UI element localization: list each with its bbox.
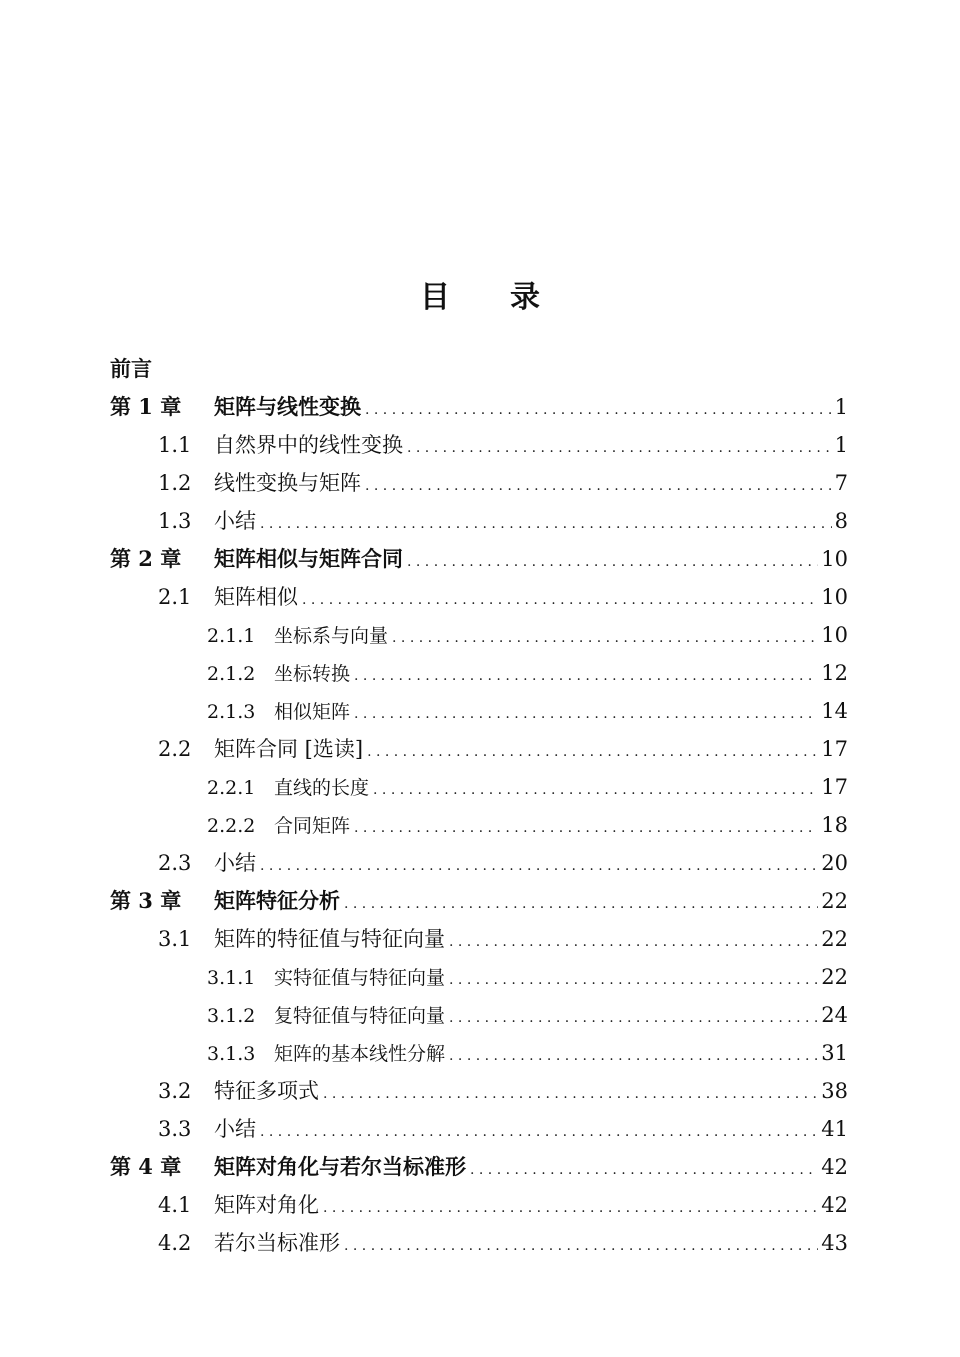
dot-leader — [344, 1227, 818, 1265]
toc-entry[interactable] — [110, 578, 848, 616]
toc-entry-title: 坐标系与向量 — [274, 625, 389, 647]
toc-entry-page: 18 — [821, 813, 848, 837]
toc-entry-title: 坐标转换 — [274, 663, 351, 685]
toc-entry-number: 3.1 — [158, 927, 192, 951]
toc-entry-title: 直线的长度 — [274, 777, 370, 799]
toc-entry[interactable] — [110, 806, 848, 844]
toc-entry-number: 2.1.1 — [207, 625, 256, 647]
toc-entry-page: 20 — [821, 851, 848, 875]
page-title: 目录 — [420, 280, 600, 315]
dot-leader — [354, 695, 818, 733]
toc-entry-page: 8 — [834, 509, 848, 533]
toc-entry-number: 3.3 — [158, 1117, 192, 1141]
dot-leader — [373, 771, 818, 809]
toc-entry-number: 2.2.2 — [207, 815, 256, 837]
toc-entry-title: 小结 — [214, 509, 256, 533]
dot-leader — [365, 391, 832, 429]
dot-leader — [260, 847, 818, 885]
toc-entry[interactable] — [110, 426, 848, 464]
toc-entry-title: 矩阵相似与矩阵合同 — [214, 546, 403, 571]
toc-entry-page: 1 — [834, 433, 848, 457]
toc-entry-number: 4.1 — [158, 1193, 192, 1217]
toc-entry-page: 7 — [834, 471, 848, 495]
toc-entry-title: 矩阵合同 [选读] — [214, 737, 364, 761]
toc-entry[interactable] — [110, 388, 848, 426]
toc-entry-number: 1.3 — [158, 509, 192, 533]
toc-entry-title: 矩阵的基本线性分解 — [274, 1043, 446, 1065]
dot-leader — [449, 999, 818, 1037]
dot-leader — [407, 429, 832, 467]
dot-leader — [260, 1113, 818, 1151]
toc-entry-title: 相似矩阵 — [274, 701, 351, 723]
toc-entry-page: 17 — [821, 737, 848, 761]
toc-entry-page: 41 — [821, 1117, 848, 1141]
toc-entry[interactable] — [110, 616, 848, 654]
toc-entry[interactable] — [110, 844, 848, 882]
toc-entry[interactable] — [110, 768, 848, 806]
toc-entry-page: 10 — [821, 623, 848, 647]
toc-entry-number: 3.1.3 — [207, 1043, 256, 1065]
toc-entry-number: 1.2 — [158, 471, 192, 495]
dot-leader — [354, 809, 818, 847]
toc-entry-number: 第 4 章 — [110, 1154, 182, 1179]
toc-entry-title: 复特征值与特征向量 — [274, 1005, 446, 1027]
table-of-contents — [110, 350, 848, 1262]
dot-leader — [365, 467, 832, 505]
toc-entry-number: 2.3 — [158, 851, 192, 875]
toc-entry-title: 矩阵对角化 — [214, 1193, 319, 1217]
toc-entry-title: 小结 — [214, 1117, 256, 1141]
dot-leader — [344, 885, 818, 923]
toc-entry-number: 第 1 章 — [110, 394, 182, 419]
toc-entry[interactable] — [110, 1034, 848, 1072]
toc-entry-number: 第 3 章 — [110, 888, 182, 913]
toc-entry-number: 3.1.1 — [207, 967, 256, 989]
toc-entry-number: 4.2 — [158, 1231, 192, 1255]
toc-entry[interactable] — [110, 540, 848, 578]
dot-leader — [354, 657, 818, 695]
toc-entry-number: 3.1.2 — [207, 1005, 256, 1027]
toc-entry-title: 矩阵相似 — [214, 585, 298, 609]
toc-entry[interactable] — [110, 1072, 848, 1110]
toc-entry-page: 10 — [821, 547, 848, 571]
dot-leader — [407, 543, 818, 581]
toc-entry-preface[interactable] — [110, 350, 848, 388]
toc-entry-title: 特征多项式 — [214, 1079, 319, 1103]
toc-entry-title: 前言 — [110, 356, 152, 381]
toc-entry-title: 自然界中的线性变换 — [214, 433, 403, 457]
dot-leader — [302, 581, 818, 619]
toc-entry[interactable] — [110, 654, 848, 692]
toc-entry-page: 38 — [821, 1079, 848, 1103]
toc-entry[interactable] — [110, 1186, 848, 1224]
toc-entry[interactable] — [110, 464, 848, 502]
toc-entry-page: 1 — [834, 395, 848, 419]
toc-entry-number: 2.2 — [158, 737, 192, 761]
dot-leader — [449, 923, 818, 961]
toc-entry-page: 12 — [821, 661, 848, 685]
toc-entry[interactable] — [110, 1148, 848, 1186]
toc-entry-number: 2.1.3 — [207, 701, 256, 723]
toc-entry-page: 22 — [821, 889, 848, 913]
toc-entry[interactable] — [110, 730, 848, 768]
toc-entry-number: 第 2 章 — [110, 546, 182, 571]
toc-entry[interactable] — [110, 1110, 848, 1148]
toc-entry-page: 14 — [821, 699, 848, 723]
toc-entry-title: 若尔当标准形 — [214, 1231, 340, 1255]
toc-entry-page: 10 — [821, 585, 848, 609]
toc-entry[interactable] — [110, 996, 848, 1034]
toc-entry-title: 线性变换与矩阵 — [214, 471, 361, 495]
toc-entry[interactable] — [110, 882, 848, 920]
toc-entry-page: 22 — [821, 965, 848, 989]
toc-entry[interactable] — [110, 692, 848, 730]
dot-leader — [367, 733, 818, 771]
dot-leader — [392, 619, 818, 657]
toc-entry[interactable] — [110, 958, 848, 996]
toc-entry[interactable] — [110, 1224, 848, 1262]
toc-entry-number: 2.1 — [158, 585, 192, 609]
toc-entry-title: 合同矩阵 — [274, 815, 351, 837]
dot-leader — [470, 1151, 818, 1189]
toc-entry-number: 1.1 — [158, 433, 192, 457]
toc-entry-page: 42 — [821, 1193, 848, 1217]
dot-leader — [323, 1189, 818, 1227]
toc-entry-title: 矩阵与线性变换 — [214, 394, 361, 419]
toc-entry-page: 42 — [821, 1155, 848, 1179]
toc-entry-page: 17 — [821, 775, 848, 799]
dot-leader — [449, 961, 818, 999]
toc-entry-title: 矩阵的特征值与特征向量 — [214, 927, 445, 951]
toc-entry-number: 2.2.1 — [207, 777, 256, 799]
dot-leader — [449, 1037, 818, 1075]
toc-entry-page: 24 — [821, 1003, 848, 1027]
toc-entry-title: 矩阵对角化与若尔当标准形 — [214, 1154, 466, 1179]
toc-entry-number: 2.1.2 — [207, 663, 256, 685]
dot-leader — [323, 1075, 818, 1113]
toc-entry-title: 小结 — [214, 851, 256, 875]
toc-entry[interactable] — [110, 502, 848, 540]
toc-entry-title: 实特征值与特征向量 — [274, 967, 446, 989]
toc-entry-page: 22 — [821, 927, 848, 951]
dot-leader — [260, 505, 832, 543]
toc-entry[interactable] — [110, 920, 848, 958]
toc-entry-title: 矩阵特征分析 — [214, 888, 340, 913]
toc-entry-page: 31 — [821, 1041, 848, 1065]
toc-entry-page: 43 — [821, 1231, 848, 1255]
toc-entry-number: 3.2 — [158, 1079, 192, 1103]
